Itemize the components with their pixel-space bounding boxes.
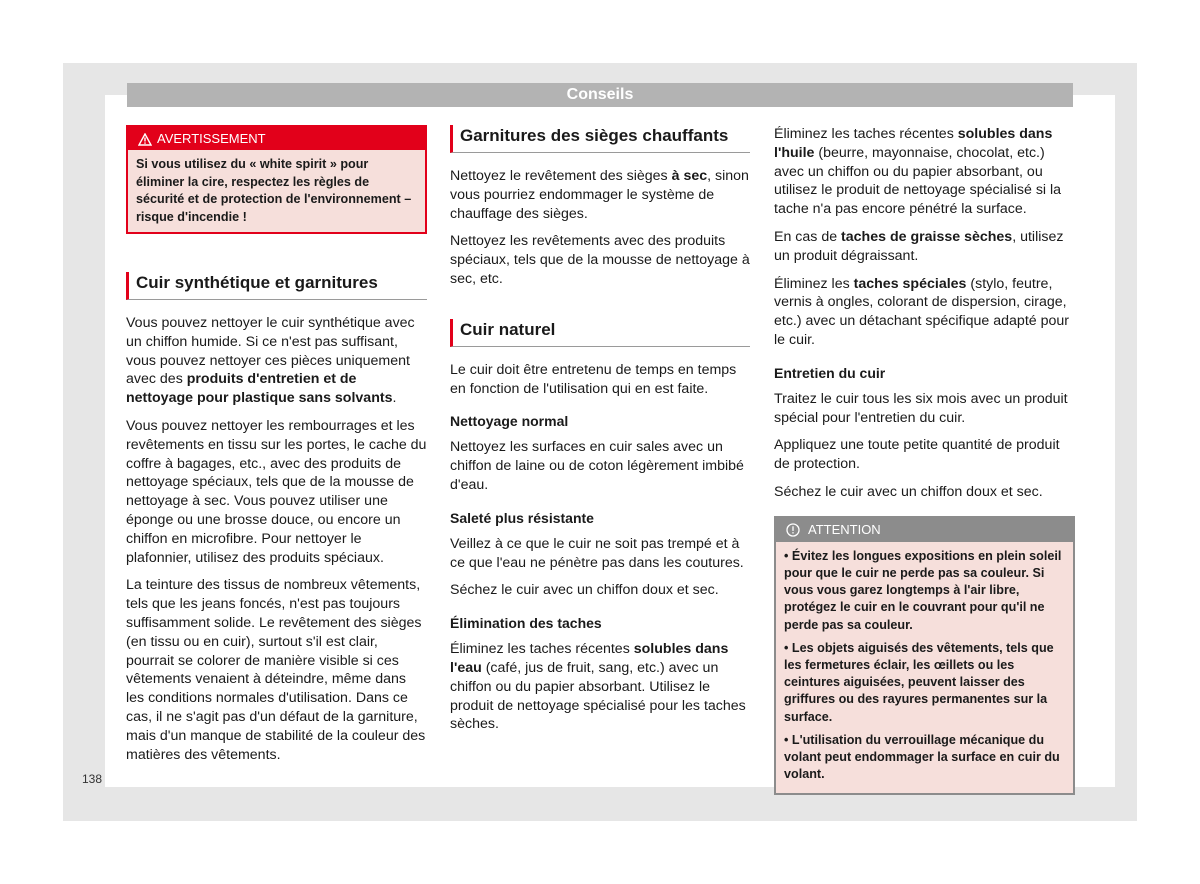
paragraph: Veillez à ce que le cuir ne soit pas trempé et à ce que l'eau ne pénètre pas dans les coutures. xyxy=(450,535,744,571)
column-right xyxy=(774,125,1075,795)
paragraph: Vous pouvez nettoyer les rembourrages et les revêtements en tissu sur les portes, le cache du coffre à bagages, etc., avec des produits de nettoyage spéciaux, tels que de la mousse de nettoyage à sec. Vous pouvez utiliser une éponge ou une brosse douce, ou encore un chiffon en microfibre. Pour nettoyer le plafonnier, utilisez des produits spéciaux. xyxy=(126,417,427,566)
paragraph: Éliminez les taches récentes solubles dans l'eau (café, jus de fruit, sang, etc.) avec un chiffon ou du papier absorbant. Utilisez le produit de nettoyage spécialisé pour les taches sèches. xyxy=(450,641,746,733)
section-title-synthetic: Cuir synthétique et garnitures xyxy=(126,272,427,300)
page-header: Conseils xyxy=(127,83,1073,107)
attention-circle-icon xyxy=(786,522,808,537)
column-middle xyxy=(450,125,750,743)
paragraph: Éliminez les taches récentes solubles dans l'huile (beurre, mayonnaise, chocolat, etc.) avec un chiffon ou du papier absorbant, ou utilisez le produit de nettoyage spécialisé si la tache n'a pas encore pénétré la surface. xyxy=(774,126,1062,218)
page-number: 138 xyxy=(82,772,103,786)
subheading-normal-cleaning: Nettoyage normal xyxy=(450,413,569,430)
paragraph: Séchez le cuir avec un chiffon doux et sec. xyxy=(450,582,719,599)
attention-box xyxy=(774,516,1075,796)
warning-title: AVERTISSEMENT xyxy=(157,131,266,146)
paragraph: Nettoyez le revêtement des sièges à sec, sinon vous pourriez endommager le système de chauffage des sièges. xyxy=(450,168,749,222)
paragraph: Appliquez une toute petite quantité de produit de protection. xyxy=(774,437,1060,473)
subheading-tough-dirt: Saleté plus résistante xyxy=(450,509,594,526)
paragraph: La teinture des tissus de nombreux vêtements, tels que les jeans foncés, n'est pas toujours suffisamment solide. Le revêtement des sièges (en tissu ou en cuir), surtout s'il est clair, pourrait se colorer de manière visible si ces vêtements venaient à déteindre, même dans les conditions normales d'utilisation. Dans ce cas, il ne s'agit pas d'un défaut de la garniture, mais d'un manque de stabilité de la couleur des matières des vêtements. xyxy=(126,577,426,763)
paragraph: En cas de taches de graisse sèches, utilisez un produit dégraissant. xyxy=(774,228,1064,264)
paragraph: Éliminez les taches spéciales (stylo, feutre, vernis à ongles, colorant de dispersion, cirage, etc.) avec un détachant spécifique adapté pour le cuir. xyxy=(774,275,1069,348)
attention-bullet: • Évitez les longues expositions en plein soleil pour que le cuir ne perde pas sa couleur. Si vous vous garez longtemps à l'air libre, protégez le cuir en le couvrant pour qu'il ne perde pas sa couleur. xyxy=(784,548,1062,632)
paragraph: Séchez le cuir avec un chiffon doux et sec. xyxy=(774,483,1043,500)
attention-title: ATTENTION xyxy=(808,521,881,537)
attention-bullet: • Les objets aiguisés des vêtements, tels que les fermetures éclair, les œillets ou les ceintures aiguisées, peuvent laisser des griffures ou des rayures permanentes sur la surface. xyxy=(784,640,1054,724)
paragraph: Nettoyez les revêtements avec des produits spéciaux, tels que de la mousse de nettoyage à sec, etc. xyxy=(450,233,750,287)
paragraph: Nettoyez les surfaces en cuir sales avec un chiffon de laine ou de coton légèrement imbibé d'eau. xyxy=(450,439,744,493)
column-left xyxy=(126,125,427,773)
attention-bullet: • L'utilisation du verrouillage mécanique du volant peut endommager la surface en cuir du volant. xyxy=(784,732,1060,782)
section-title-heated: Garnitures des sièges chauffants xyxy=(450,125,750,153)
attention-body xyxy=(776,542,1073,794)
subheading-stain-removal: Élimination des taches xyxy=(450,615,602,632)
attention-header xyxy=(776,518,1073,542)
section-title-leather: Cuir naturel xyxy=(450,319,750,347)
paragraph: Traitez le cuir tous les six mois avec un produit spécial pour l'entretien du cuir. xyxy=(774,390,1068,426)
paragraph: Le cuir doit être entretenu de temps en temps en fonction de l'utilisation qui en est faite. xyxy=(450,361,737,397)
warning-box xyxy=(126,125,427,234)
paragraph: Vous pouvez nettoyer le cuir synthétique avec un chiffon humide. Si ce n'est pas suffisant, vous pouvez nettoyer ces pièces uniquement avec des produits d'entretien et de nettoyage pour plastique sans solvants. xyxy=(126,315,415,407)
warning-header xyxy=(128,127,425,150)
warning-text: Si vous utilisez du « white spirit » pour éliminer la cire, respectez les règles de sécurité et de protection de l'environnement – risque d'incendie ! xyxy=(136,157,412,224)
subheading-leather-care: Entretien du cuir xyxy=(774,364,886,381)
warning-triangle-icon xyxy=(138,131,157,146)
